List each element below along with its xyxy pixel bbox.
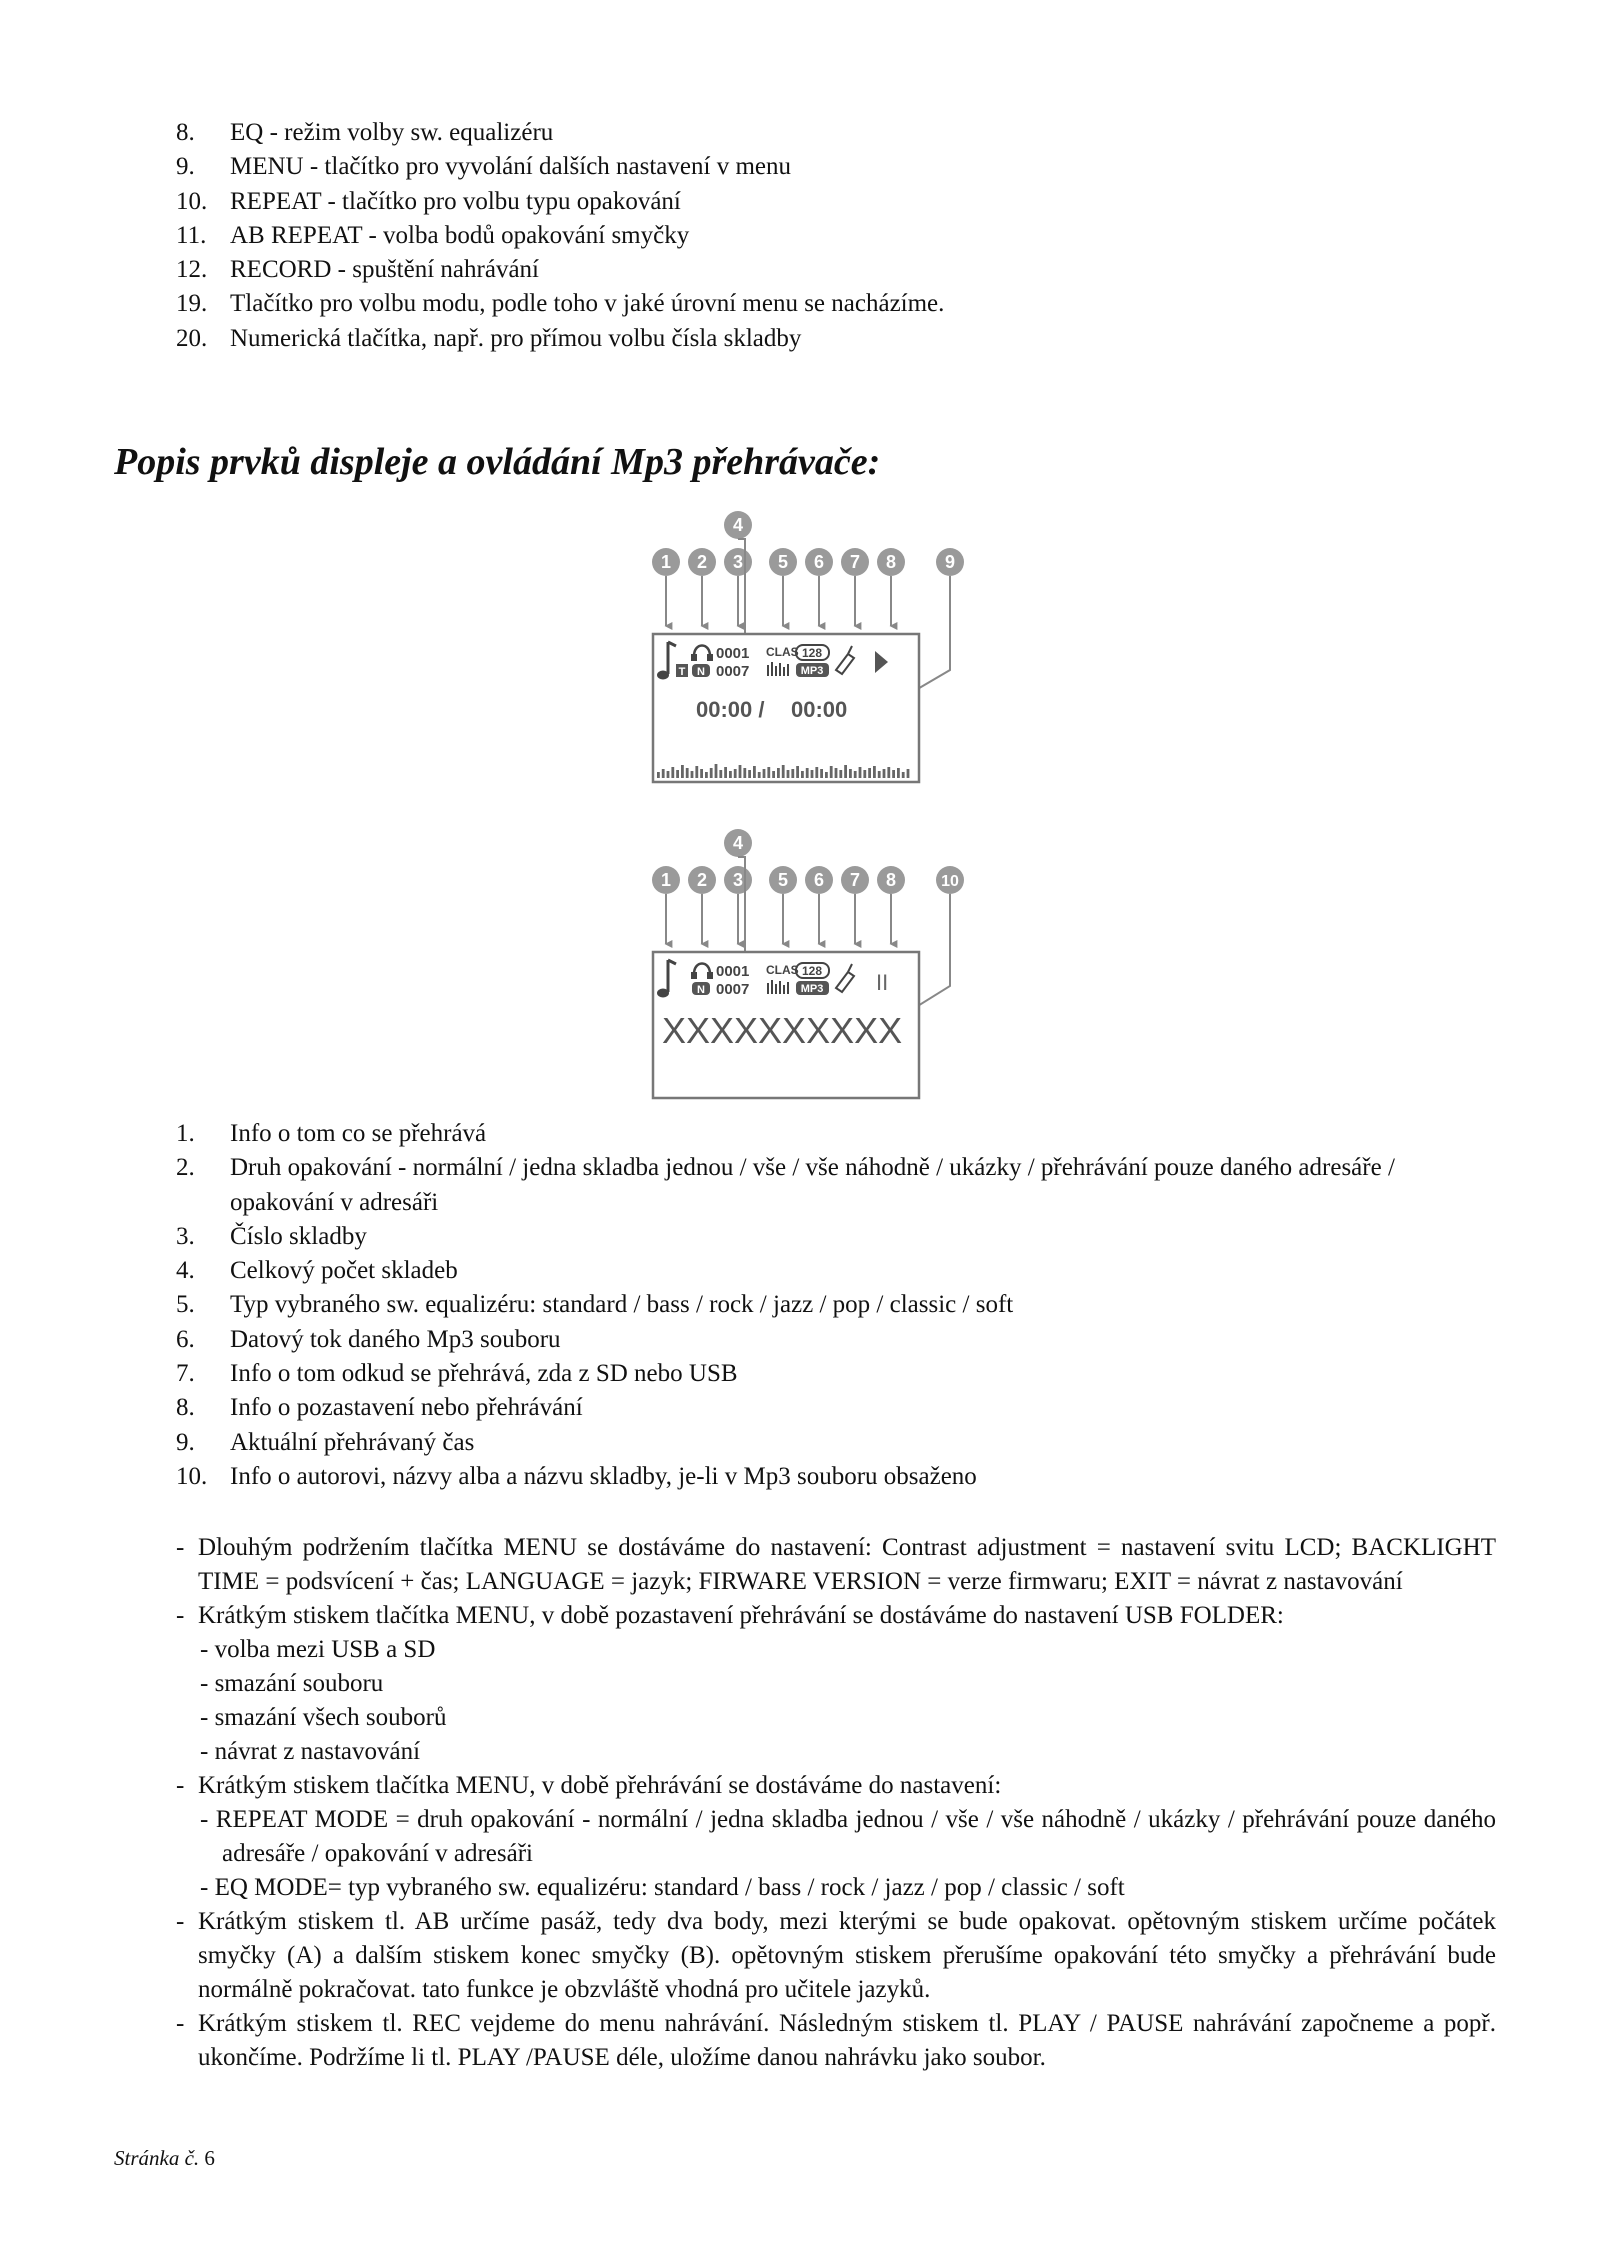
sub-item: - návrat z nastavování <box>200 1738 421 1765</box>
item-text: RECORD - spuštění nahrávání <box>230 256 539 284</box>
spectrum-bar <box>734 769 737 778</box>
list-item <box>176 1254 1496 1288</box>
note-long-press-menu <box>176 1531 1496 1599</box>
marker-label: 5 <box>777 552 789 572</box>
list-item <box>176 1323 1496 1357</box>
item-text: Info o autorovi, názvy alba a názvu skladby, je-li v Mp3 souboru obsaženo <box>230 1462 977 1490</box>
spectrum-bar <box>782 765 785 778</box>
marker-label: 4 <box>732 833 744 853</box>
spectrum-bar <box>825 772 828 778</box>
top-button-list <box>176 116 944 356</box>
spectrum-bar <box>777 768 780 778</box>
spectrum-bar <box>796 766 799 778</box>
spectrum-bar <box>729 771 732 778</box>
item-text: Numerická tlačítka, např. pro přímou volbu čísla skladby <box>230 324 802 352</box>
item-text: Datový tok daného Mp3 souboru <box>230 1325 561 1353</box>
marker-label: 6 <box>813 552 825 572</box>
total-tracks: 0007 <box>716 663 750 680</box>
spectrum-bar <box>691 771 694 778</box>
list-item <box>176 185 944 219</box>
item-text: Info o tom odkud se přehrává, zda z SD nebo USB <box>230 1360 738 1388</box>
marker-label: 8 <box>885 870 897 890</box>
spectrum-bar <box>902 772 905 778</box>
spectrum-bar <box>897 768 900 778</box>
sub-item: - volba mezi USB a SD <box>200 1636 436 1663</box>
note-text: Krátkým stiskem tlačítka MENU, v době přehrávání se dostáváme do nastavení: <box>198 1772 1002 1799</box>
spectrum-bar <box>739 765 742 778</box>
spectrum-bar <box>844 765 847 778</box>
marker-label: 1 <box>660 870 672 890</box>
item-number: 8. <box>176 119 195 146</box>
list-item <box>176 322 944 356</box>
spectrum-bar <box>719 770 722 778</box>
music-note-icon <box>657 671 669 680</box>
sub-item: - smazání všech souborů <box>200 1704 447 1731</box>
list-item <box>176 253 944 287</box>
note-text: Dlouhým podržením tlačítka MENU se dostáváme do nastavení: Contrast adjustment = nastavení svitu LCD; BACKLIGHT TIME = podsvícení + čas; LANGUAGE = jazyk; FIRWARE VERSION = verze firmwaru; EXIT = návrat z nastavování <box>198 1534 1496 1595</box>
item-text: AB REPEAT - volba bodů opakování smyčky <box>230 221 690 249</box>
spectrum-bar <box>710 768 713 778</box>
time-current: 00:00 / <box>696 697 765 722</box>
spectrum-bar <box>715 764 718 778</box>
bitrate: 128 <box>801 964 823 978</box>
item-number: 7. <box>176 1360 195 1388</box>
item-text: Číslo skladby <box>230 1222 367 1250</box>
item-text: Druh opakování - normální / jedna skladba jednou / vše / vše náhodně / ukázky / přehrávání pouze daného adresáře / opakování v adresáři <box>230 1154 1395 1216</box>
badge-n-label: N <box>697 984 705 996</box>
note-dash: - <box>176 1908 185 1935</box>
page-footer <box>114 2146 215 2171</box>
list-item <box>176 1117 1496 1151</box>
note-short-press-paused <box>176 1599 1496 1633</box>
spectrum-bar <box>700 769 703 778</box>
item-number: 6. <box>176 1325 195 1353</box>
item-number: 9. <box>176 153 195 181</box>
list-item <box>176 1357 1496 1391</box>
marker-label: 8 <box>885 552 897 572</box>
sub-item: - smazání souboru <box>200 1670 384 1697</box>
spectrum-bar <box>681 765 684 778</box>
spectrum-bar <box>835 768 838 778</box>
spectrum-bar <box>859 767 862 778</box>
spectrum-bar <box>662 769 665 778</box>
footer-label: Stránka č. <box>114 2146 200 2170</box>
marker-label: 7 <box>849 552 861 572</box>
spectrum-bar <box>676 770 679 778</box>
note-text: Krátkým stiskem tl. REC vejdeme do menu nahrávání. Následným stiskem tl. PLAY / PAUSE nahrávání započneme a popř. ukončíme. Podržíme li tl. PLAY /PAUSE déle, uložíme danou nahrávku jako soubor. <box>198 2010 1496 2071</box>
item-number: 10. <box>176 187 208 215</box>
note-dash: - <box>176 1602 185 1629</box>
list-item <box>176 116 944 150</box>
spectrum-bar <box>873 766 876 778</box>
item-text: Typ vybraného sw. equalizéru: standard / bass / rock / jazz / pop / classic / soft <box>230 1291 1014 1319</box>
item-number: 4. <box>176 1257 195 1285</box>
spectrum-bar <box>753 766 756 778</box>
item-number: 8. <box>176 1394 195 1422</box>
item-text: Info o tom co se přehrává <box>230 1120 487 1147</box>
time-total: 00:00 <box>791 697 848 722</box>
spectrum-bar <box>811 770 814 778</box>
marker-label: 6 <box>813 870 825 890</box>
item-text: Tlačítko pro volbu modu, podle toho v jaké úrovní menu se nacházíme. <box>230 290 945 318</box>
spectrum-bar <box>748 770 751 778</box>
spectrum-bar <box>806 768 809 778</box>
item-text: Info o pozastavení nebo přehrávání <box>230 1394 583 1422</box>
format: MP3 <box>800 665 824 677</box>
spectrum-bar <box>772 771 775 778</box>
item-number: 12. <box>176 256 208 284</box>
display-diagram-paused <box>630 826 970 1104</box>
marker-label: 1 <box>660 552 672 572</box>
spectrum-bar <box>854 771 857 778</box>
note-dash: - <box>176 1772 185 1799</box>
sub-item: - REPEAT MODE = druh opakování - normální / jedna skladba jednou / vše / vše náhodně / ukázky / přehrávání pouze daného adresáře / opakování v adresáři <box>200 1806 1496 1867</box>
list-item <box>176 1426 1496 1460</box>
item-number: 20. <box>176 324 208 352</box>
item-number: 11. <box>176 221 207 249</box>
spectrum-bar <box>787 770 790 778</box>
item-text: EQ - režim volby sw. equalizéru <box>230 119 554 146</box>
item-number: 1. <box>176 1120 195 1147</box>
item-number: 9. <box>176 1428 195 1456</box>
note-short-press-playing <box>176 1769 1496 1803</box>
item-text: Celkový počet skladeb <box>230 1257 458 1285</box>
spectrum-bar <box>887 767 890 778</box>
note-ab-repeat <box>176 1905 1496 2007</box>
spectrum-bar <box>667 771 670 778</box>
list-item <box>176 1220 1496 1254</box>
track-number: 0001 <box>716 963 750 980</box>
note-record <box>176 2007 1496 2075</box>
spectrum-bar <box>724 767 727 778</box>
pause-icon: II <box>876 970 889 995</box>
spectrum-bar <box>815 767 818 778</box>
item-number: 3. <box>176 1222 195 1250</box>
marker-label: 10 <box>941 873 959 890</box>
spectrum-bar <box>892 770 895 778</box>
note-text: Krátkým stiskem tlačítka MENU, v době pozastavení přehrávání se dostáváme do nastavení USB FOLDER: <box>198 1602 1284 1629</box>
spectrum-bar <box>801 771 804 778</box>
menu-notes <box>176 1531 1496 2075</box>
note-text: Krátkým stiskem tl. AB určíme pasáž, tedy dva body, mezi kterými se bude opakovat. opětovným stiskem určíme počátek smyčky (A) a dalším stiskem konec smyčky (B). opětovným stiskem přerušíme opakování této smyčky a přehrávání bude normálně pokračovat. tato funkce je obzvláště vhodná pro učitele jazyků. <box>198 1908 1496 2003</box>
marker-label: 3 <box>732 870 744 890</box>
item-number: 2. <box>176 1154 195 1182</box>
sub-item: - EQ MODE= typ vybraného sw. equalizéru: standard / bass / rock / jazz / pop / classic / soft <box>200 1874 1125 1901</box>
badge-t-label: T <box>678 666 686 678</box>
spectrum-bar <box>791 769 794 778</box>
spectrum-bar <box>705 772 708 778</box>
marker-label: 4 <box>732 515 744 535</box>
spectrum-bar <box>883 769 886 778</box>
spectrum-bar <box>907 769 910 778</box>
badge-n-label: N <box>697 666 705 678</box>
spectrum-bar <box>763 769 766 778</box>
marker-label: 2 <box>696 552 708 572</box>
scroll-text: XXXXXXXXXX <box>662 1010 903 1051</box>
note-dash: - <box>176 2010 185 2037</box>
spectrum-bar <box>868 768 871 778</box>
list-item <box>176 1288 1496 1322</box>
marker-label: 2 <box>696 870 708 890</box>
section-title: Popis prvků displeje a ovládání Mp3 přehrávače: <box>114 441 881 483</box>
spectrum-bar <box>671 767 674 778</box>
list-item <box>176 219 944 253</box>
marker-label: 3 <box>732 552 744 572</box>
marker-label: 5 <box>777 870 789 890</box>
spectrum-bar <box>695 766 698 778</box>
list-item <box>176 1151 1496 1220</box>
item-text: Aktuální přehrávaný čas <box>230 1428 475 1456</box>
item-number: 5. <box>176 1291 195 1319</box>
item-text: REPEAT - tlačítko pro volbu typu opakování <box>230 187 681 215</box>
spectrum-bar <box>758 772 761 778</box>
display-elements-list <box>176 1117 1496 1494</box>
item-number: 19. <box>176 290 208 318</box>
list-item <box>176 1391 1496 1425</box>
spectrum-bar <box>767 767 770 778</box>
list-item <box>176 287 944 321</box>
page-number: 6 <box>204 2146 215 2170</box>
format: MP3 <box>800 983 824 995</box>
marker-label: 7 <box>849 870 861 890</box>
music-note-icon <box>657 989 669 998</box>
spectrum-bar <box>849 769 852 778</box>
spectrum-bar <box>830 766 833 778</box>
spectrum-bar <box>657 772 660 778</box>
track-number: 0001 <box>716 645 750 662</box>
item-number: 10. <box>176 1462 208 1490</box>
spectrum-bar <box>878 771 881 778</box>
spectrum-bar <box>743 768 746 778</box>
bitrate: 128 <box>801 646 823 660</box>
eq-label: CLAS <box>766 963 799 977</box>
spectrum-bar <box>839 770 842 778</box>
spectrum-bar <box>863 770 866 778</box>
eq-label: CLAS <box>766 645 799 659</box>
display-diagram-playing <box>630 508 970 790</box>
marker-label: 9 <box>944 552 956 572</box>
spectrum-bar <box>820 769 823 778</box>
spectrum-bar <box>686 768 689 778</box>
note-dash: - <box>176 1534 185 1561</box>
list-item <box>176 1460 1496 1494</box>
list-item <box>176 150 944 184</box>
item-text: MENU - tlačítko pro vyvolání dalších nastavení v menu <box>230 153 791 181</box>
total-tracks: 0007 <box>716 981 750 998</box>
